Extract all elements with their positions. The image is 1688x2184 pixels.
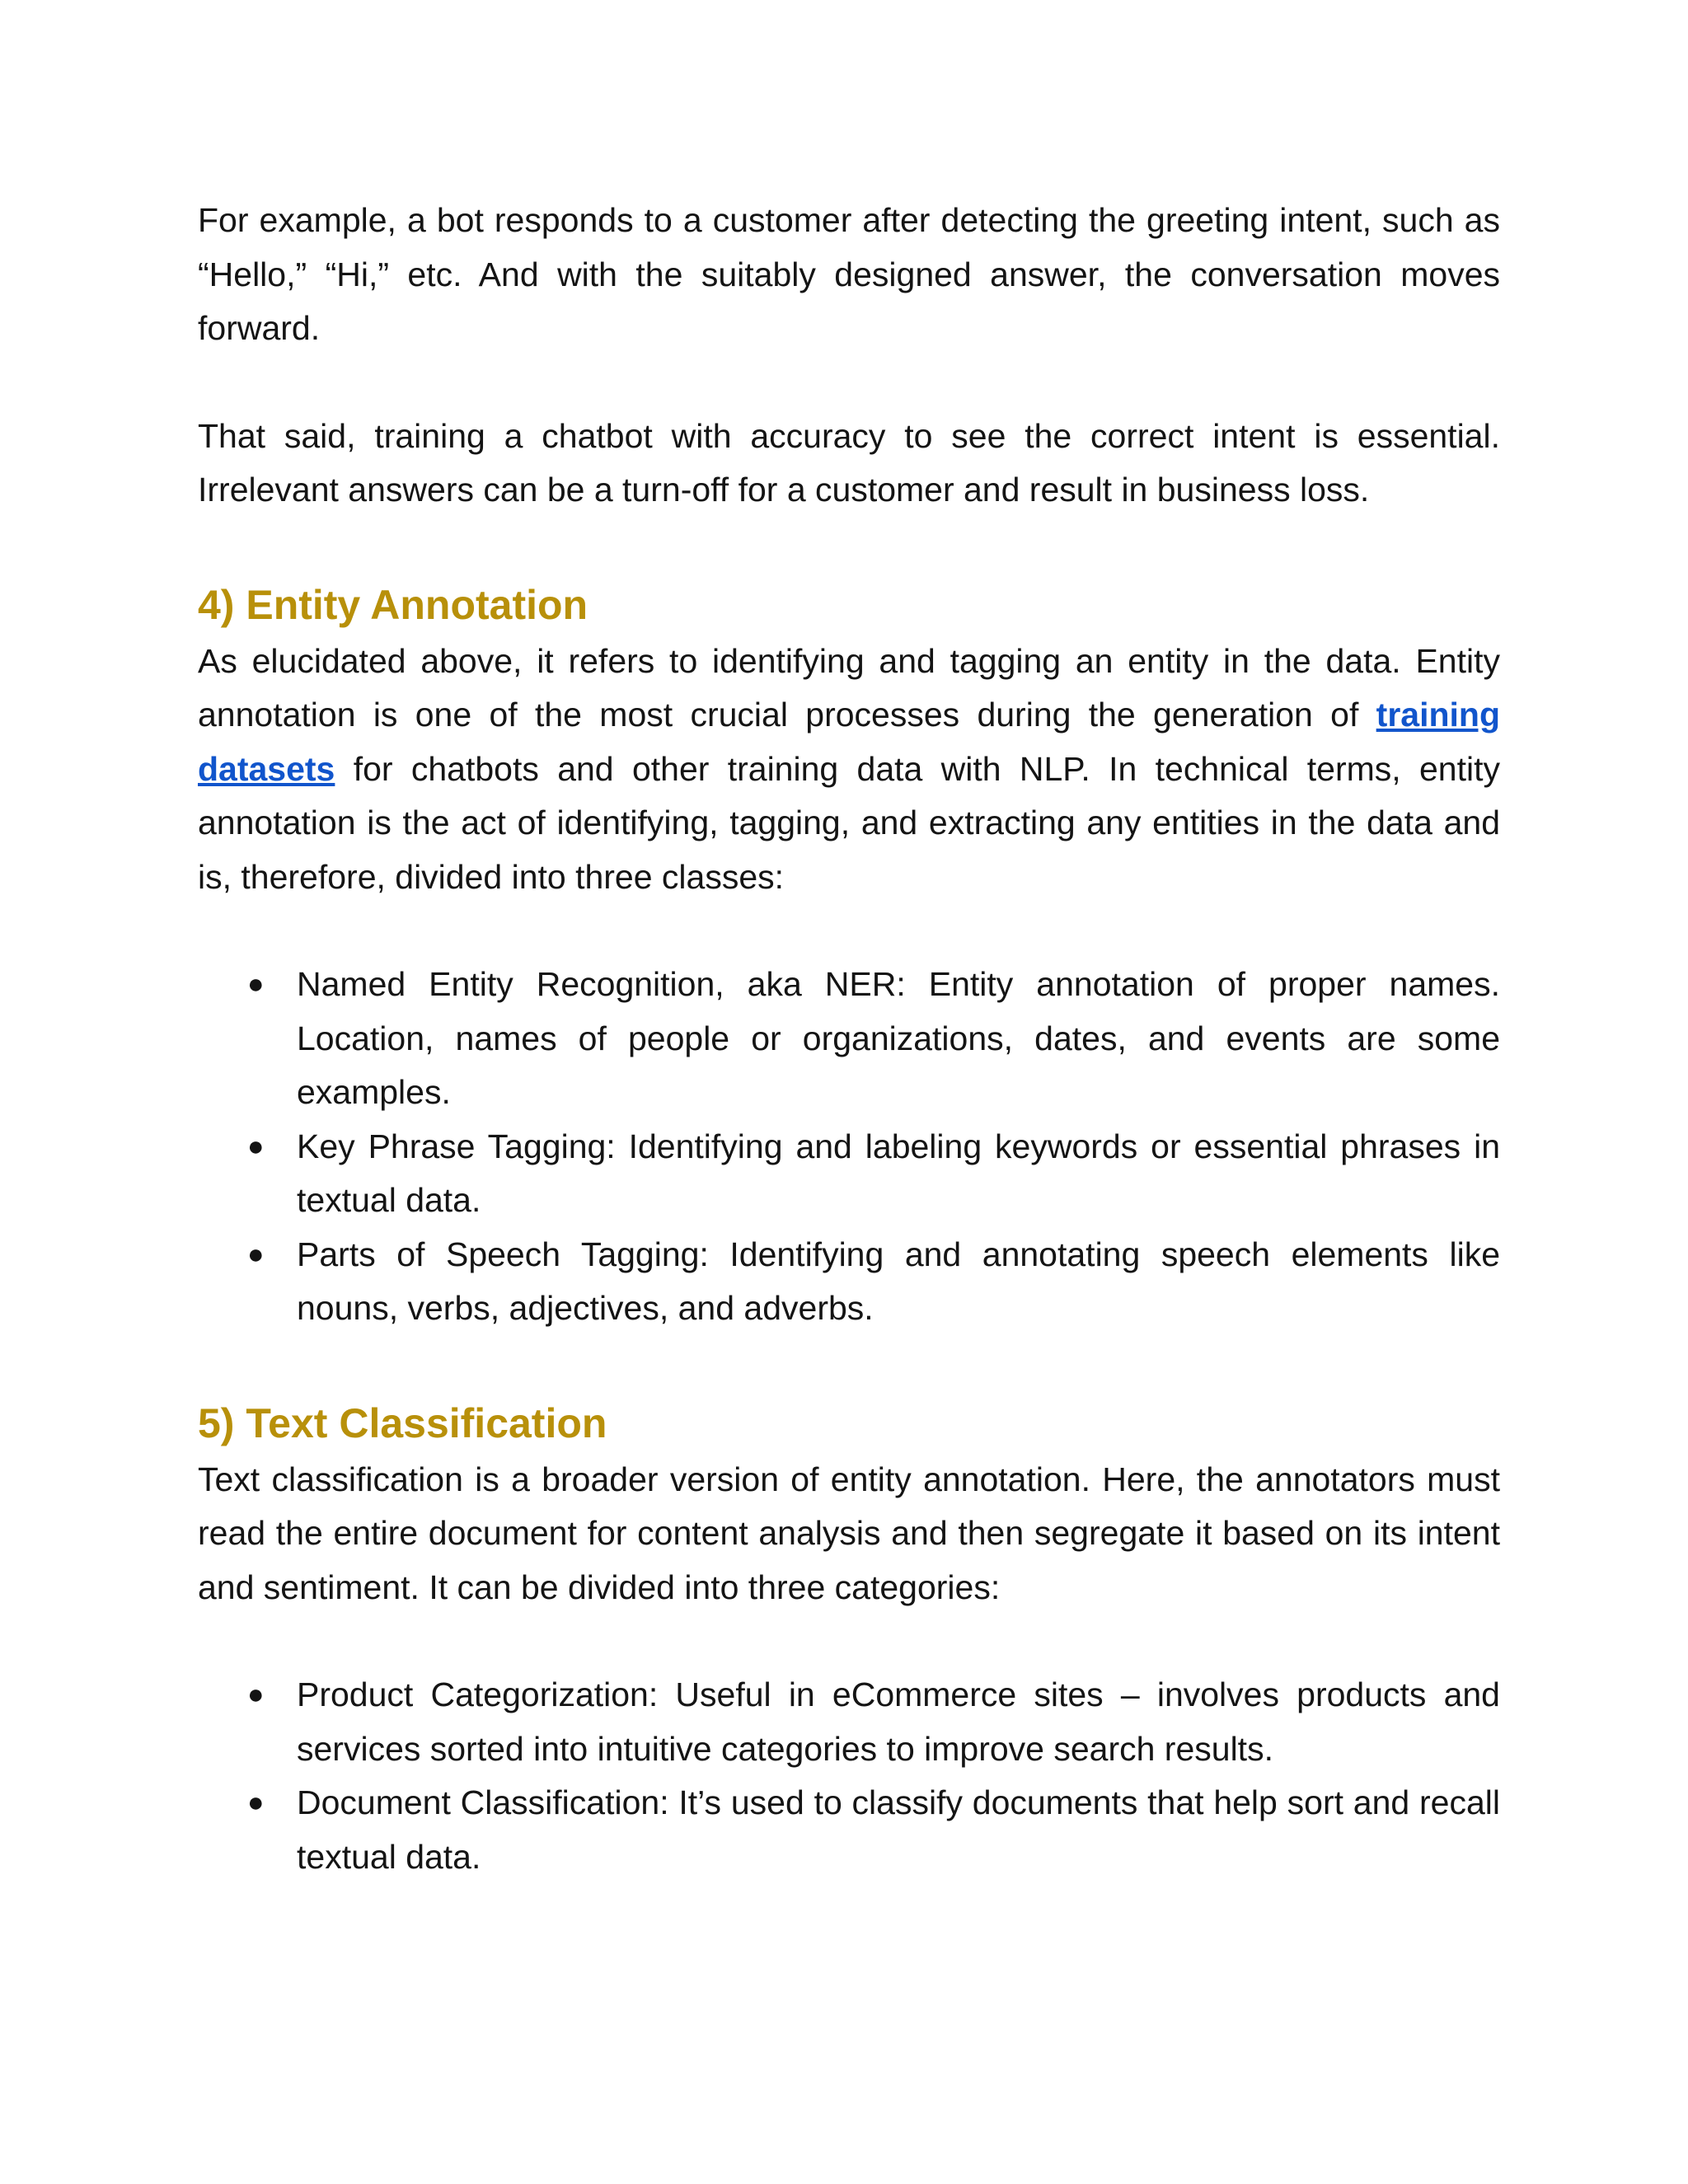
- list-item-text: Document Classification: It’s used to classify documents that help sort and recall textual data.: [297, 1783, 1500, 1876]
- section-heading-text-classification: 5) Text Classification: [198, 1399, 607, 1446]
- list-item-text: Product Categorization: Useful in eCommerce sites – involves products and services sorted into intuitive categories to improve search results.: [297, 1675, 1500, 1768]
- list-item: [198, 1120, 1500, 1228]
- paragraph-entity-intro: [198, 635, 1500, 905]
- bullet-icon: ●: [247, 1130, 265, 1162]
- bullet-icon: ●: [247, 1787, 265, 1818]
- list-item-text: Key Phrase Tagging: Identifying and labeling keywords or essential phrases in textual data.: [297, 1127, 1500, 1219]
- training-datasets-link[interactable]: training datasets: [198, 696, 1500, 788]
- bullet-icon: ●: [247, 1238, 265, 1270]
- document-page: [198, 194, 1500, 1884]
- list-item: [198, 1668, 1500, 1776]
- bullet-icon: ●: [247, 968, 265, 1000]
- section-heading-entity-annotation: 4) Entity Annotation: [198, 581, 588, 628]
- list-item-text: Parts of Speech Tagging: Identifying and annotating speech elements like nouns, verbs, adjectives, and adverbs.: [297, 1235, 1500, 1327]
- list-item: [198, 958, 1500, 1120]
- list-item-text: Named Entity Recognition, aka NER: Entity annotation of proper names. Location, names of people or organizations, dates, and events are some examples.: [297, 965, 1500, 1111]
- entity-classes-list: [198, 958, 1500, 1336]
- text-categories-list: [198, 1668, 1500, 1884]
- entity-intro-text-after: for chatbots and other training data with NLP. In technical terms, entity annotation is the act of identifying, tagging, and extracting any entities in the data and is, therefore, divided into three classes:: [198, 749, 1500, 896]
- paragraph-text-classification-intro: Text classification is a broader version of entity annotation. Here, the annotators must read the entire document for content analysis and then segregate it based on its intent and sentiment. It can be divided into three categories:: [198, 1460, 1500, 1606]
- bullet-icon: ●: [247, 1679, 265, 1710]
- entity-intro-text-before: As elucidated above, it refers to identifying and tagging an entity in the data. Entity annotation is one of the most crucial processes during the generation of: [198, 641, 1500, 733]
- list-item: [198, 1776, 1500, 1884]
- list-item: [198, 1228, 1500, 1336]
- paragraph-training-accuracy: That said, training a chatbot with accuracy to see the correct intent is essential. Irrelevant answers can be a turn-off for a customer and result in business loss.: [198, 416, 1500, 509]
- paragraph-greeting-example: For example, a bot responds to a customer after detecting the greeting intent, such as “Hello,” “Hi,” etc. And with the suitably designed answer, the conversation moves forward.: [198, 201, 1500, 347]
